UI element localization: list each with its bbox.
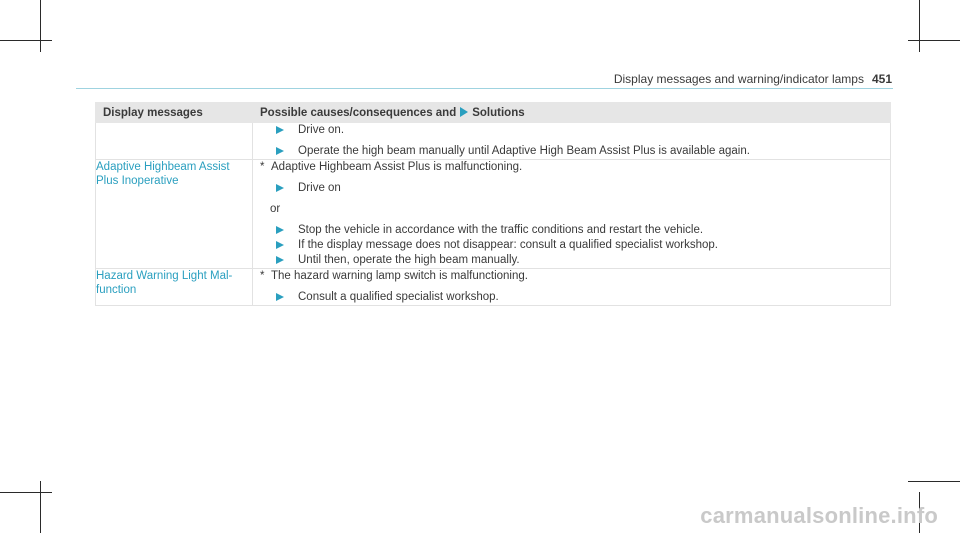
running-head [614, 72, 892, 86]
cause-marker: * [260, 270, 265, 282]
cause-line [253, 160, 890, 175]
solution-step [253, 238, 890, 253]
crop-mark [908, 40, 960, 41]
line-text: Adaptive Highbeam Assist Plus is malfunctioning. [271, 161, 523, 173]
display-message-text: Adaptive Highbeam Assist Plus Inoperative [96, 161, 230, 187]
page-number: 451 [871, 72, 892, 86]
table-row [96, 269, 891, 306]
solution-arrow-icon [276, 293, 284, 301]
crop-mark [908, 481, 960, 482]
solution-cell [253, 123, 891, 160]
solution-step [253, 290, 890, 305]
line-text: Consult a qualified specialist workshop. [298, 291, 499, 303]
connector-text [253, 202, 890, 217]
crop-mark [0, 492, 52, 493]
solution-step [253, 253, 890, 268]
solution-cell [253, 160, 891, 269]
line-text: Operate the high beam manually until Adaptive High Beam Assist Plus is available again. [298, 145, 750, 157]
running-title: Display messages and warning/indicator lamps [613, 72, 864, 86]
cause-marker: * [260, 161, 265, 173]
table-row [96, 123, 891, 160]
line-text: Drive on. [298, 124, 345, 136]
line-text: or [270, 203, 281, 215]
crop-mark [919, 0, 920, 52]
solution-arrow-icon [276, 241, 284, 249]
watermark: carmanualsonline.info [700, 503, 938, 528]
solution-arrow-icon [276, 226, 284, 234]
solution-step [253, 181, 890, 196]
message-cell [96, 269, 253, 306]
solution-cell [253, 269, 891, 306]
solution-step [253, 144, 890, 159]
col-header-solutions: Solutions [472, 107, 525, 119]
solution-step [253, 223, 890, 238]
col-header-causes-solutions [253, 103, 891, 123]
header-rule [76, 88, 893, 89]
table-header-row [96, 103, 891, 123]
col-header-display-messages: Display messages [96, 103, 253, 123]
cause-line [253, 269, 890, 284]
line-text: Until then, operate the high beam manually. [298, 254, 520, 266]
solution-arrow-icon [460, 107, 468, 117]
solution-step [253, 123, 890, 138]
crop-mark [0, 40, 52, 41]
line-text: Drive on [298, 182, 341, 194]
table-row [96, 160, 891, 269]
crop-mark [40, 0, 41, 52]
solution-arrow-icon [276, 256, 284, 264]
line-text: The hazard warning lamp switch is malfunctioning. [271, 270, 528, 282]
col-header-causes: Possible causes/consequences and [260, 107, 457, 119]
solution-arrow-icon [276, 126, 284, 134]
message-cell [96, 160, 253, 269]
solution-arrow-icon [276, 184, 284, 192]
line-text: Stop the vehicle in accordance with the traffic conditions and restart the vehicle. [298, 224, 704, 236]
crop-mark [40, 481, 41, 533]
display-message-table [95, 102, 891, 306]
message-cell [96, 123, 253, 160]
line-text: If the display message does not disappear: consult a qualified specialist workshop. [298, 239, 718, 251]
solution-arrow-icon [276, 147, 284, 155]
display-message-text: Hazard Warning Light Mal-function [96, 270, 233, 296]
